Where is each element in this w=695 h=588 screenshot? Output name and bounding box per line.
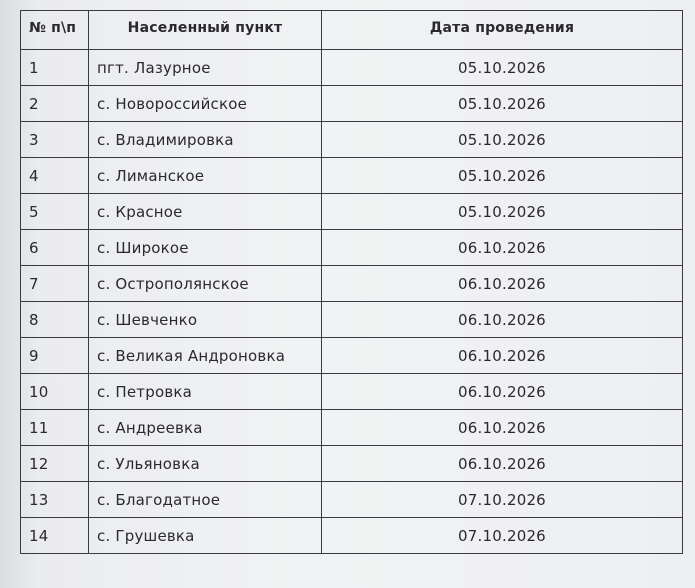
- event-date: 07.10.2026: [322, 482, 683, 518]
- row-number: 4: [21, 158, 89, 194]
- event-date: 05.10.2026: [322, 122, 683, 158]
- row-number: 9: [21, 338, 89, 374]
- event-date: 06.10.2026: [322, 374, 683, 410]
- row-number: 8: [21, 302, 89, 338]
- settlement-name: с. Шевченко: [89, 302, 322, 338]
- event-date: 07.10.2026: [322, 518, 683, 554]
- row-number: 10: [21, 374, 89, 410]
- table-row: [21, 374, 683, 410]
- event-date: 06.10.2026: [322, 266, 683, 302]
- table-row: [21, 50, 683, 86]
- event-date: 05.10.2026: [322, 86, 683, 122]
- settlement-name: с. Грушевка: [89, 518, 322, 554]
- table-row: [21, 158, 683, 194]
- settlement-name: с. Владимировка: [89, 122, 322, 158]
- row-number: 14: [21, 518, 89, 554]
- header-number: № п\п: [21, 11, 89, 50]
- settlement-name: с. Великая Андроновка: [89, 338, 322, 374]
- row-number: 3: [21, 122, 89, 158]
- row-number: 13: [21, 482, 89, 518]
- settlement-name: с. Андреевка: [89, 410, 322, 446]
- event-date: 05.10.2026: [322, 50, 683, 86]
- table-row: [21, 302, 683, 338]
- event-date: 06.10.2026: [322, 446, 683, 482]
- event-date: 05.10.2026: [322, 158, 683, 194]
- settlement-name: с. Ульяновка: [89, 446, 322, 482]
- settlement-name: с. Красное: [89, 194, 322, 230]
- row-number: 2: [21, 86, 89, 122]
- table-row: [21, 518, 683, 554]
- table-row: [21, 338, 683, 374]
- event-date: 06.10.2026: [322, 302, 683, 338]
- event-date: 06.10.2026: [322, 338, 683, 374]
- row-number: 7: [21, 266, 89, 302]
- table-row: [21, 446, 683, 482]
- table-row: [21, 230, 683, 266]
- event-date: 05.10.2026: [322, 194, 683, 230]
- settlement-name: с. Широкое: [89, 230, 322, 266]
- schedule-table: [20, 10, 683, 554]
- row-number: 5: [21, 194, 89, 230]
- row-number: 11: [21, 410, 89, 446]
- settlement-name: с. Благодатное: [89, 482, 322, 518]
- event-date: 06.10.2026: [322, 230, 683, 266]
- header-date: Дата проведения: [322, 11, 683, 50]
- event-date: 06.10.2026: [322, 410, 683, 446]
- table-row: [21, 86, 683, 122]
- settlement-name: с. Петровка: [89, 374, 322, 410]
- table-body: [21, 50, 683, 554]
- settlement-name: пгт. Лазурное: [89, 50, 322, 86]
- row-number: 1: [21, 50, 89, 86]
- settlement-name: с. Лиманское: [89, 158, 322, 194]
- table-header-row: [21, 11, 683, 50]
- settlement-name: с. Новороссийское: [89, 86, 322, 122]
- table-row: [21, 266, 683, 302]
- header-settlement: Населенный пункт: [89, 11, 322, 50]
- settlement-name: с. Острополянское: [89, 266, 322, 302]
- table-row: [21, 410, 683, 446]
- table-row: [21, 122, 683, 158]
- table-row: [21, 194, 683, 230]
- table-row: [21, 482, 683, 518]
- row-number: 6: [21, 230, 89, 266]
- row-number: 12: [21, 446, 89, 482]
